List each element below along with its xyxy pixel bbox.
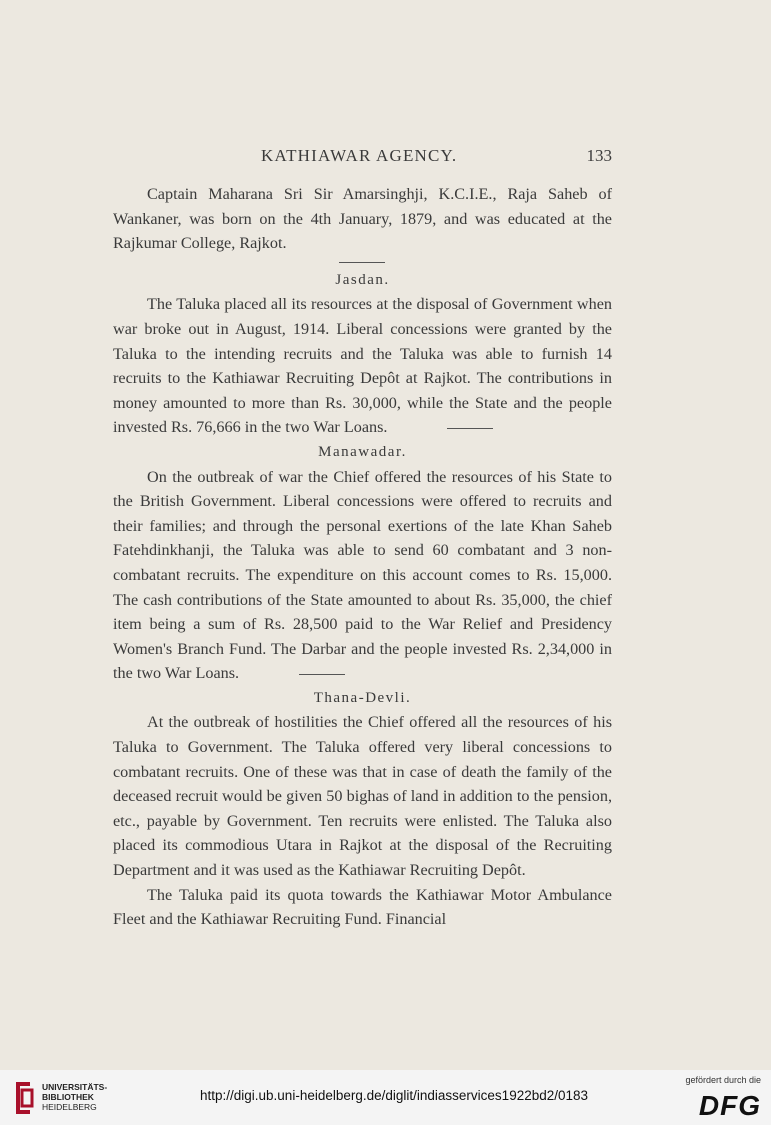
library-name-line: BIBLIOTHEK (42, 1092, 94, 1102)
thana-devli-paragraph-2: The Taluka paid its quota towards the Kathiawar Motor Ambulance Fleet and the Kathiawar Recruiting Fund. Financial (113, 885, 612, 929)
jasdan-paragraph (113, 292, 612, 440)
dfg-caption: gefördert durch die (685, 1075, 761, 1085)
university-library-logo-icon (10, 1078, 36, 1118)
main-text (113, 182, 612, 932)
separator-line (299, 674, 345, 675)
permalink-url[interactable]: http://digi.ub.uni-heidelberg.de/diglit/indiasservices1922bd2/0183 (200, 1088, 589, 1103)
library-name (42, 1082, 107, 1112)
heading-thana-devli: Thana-Devli. (313, 689, 412, 706)
running-title: KATHIAWAR AGENCY. (261, 146, 458, 165)
jasdan-text: The Taluka placed all its resources at the disposal of Government when war broke out in August, 1914. Liberal concessions were granted by the Taluka to the intending recruits and the Taluka was able to furnish 14 recruits to the Kathiawar Recruiting Depôt at Rajkot. The contributions in money amounted to more than Rs. 30,000, while the State and the people invested Rs. 76,666 in the two War Loans. (113, 295, 612, 437)
page-header (113, 146, 612, 170)
library-name-line: HEIDELBERG (42, 1102, 97, 1112)
library-name-line: UNIVERSITÄTS- (42, 1082, 108, 1092)
footer-bar (0, 1070, 771, 1125)
intro-paragraph: Captain Maharana Sri Sir Amarsinghji, K.C.I.E., Raja Saheb of Wankaner, was born on the 4th January, 1879, and was educated at the Rajkumar College, Rajkot. (113, 185, 612, 253)
manawadar-text: On the outbreak of war the Chief offered the resources of his State to the British Government. Liberal concessions were offered to recruits and their families; and through the personal exertions of the late Khan Saheb Fatehdinkhanji, the Taluka was able to send 60 combatant and 3 non-combatant recruits. The expenditure on this account comes to Rs. 15,000. The cash contributions of the State amounted to about Rs. 35,000, the chief item being a sum of Rs. 28,500 paid to the War Relief and Presidency Women's Branch Fund. The Darbar and the people invested Rs. 2,34,000 in the two War Loans. (113, 467, 612, 683)
heading-jasdan: Jasdan. (335, 271, 390, 288)
thana-devli-paragraph-1: At the outbreak of hostilities the Chief offered all the resources of his Taluka to Government. The Taluka offered very liberal concessions to combatant recruits. One of these was that in case of death the family of the deceased recruit would be given 50 bighas of land in addition to the pension, etc., payable by Government. Ten recruits were enlisted. The Taluka also placed its commodious Utara in Rajkot at the disposal of the Recruiting Department and it was used as the Kathiawar Recruiting Depôt. (113, 713, 612, 880)
separator-line (339, 262, 385, 263)
page-number: 133 (586, 146, 612, 165)
dfg-logo: DFG (698, 1090, 761, 1121)
heading-manawadar: Manawadar. (318, 443, 407, 460)
section-rule-1 (113, 256, 612, 268)
separator-line (447, 428, 493, 429)
manawadar-paragraph (113, 465, 612, 686)
